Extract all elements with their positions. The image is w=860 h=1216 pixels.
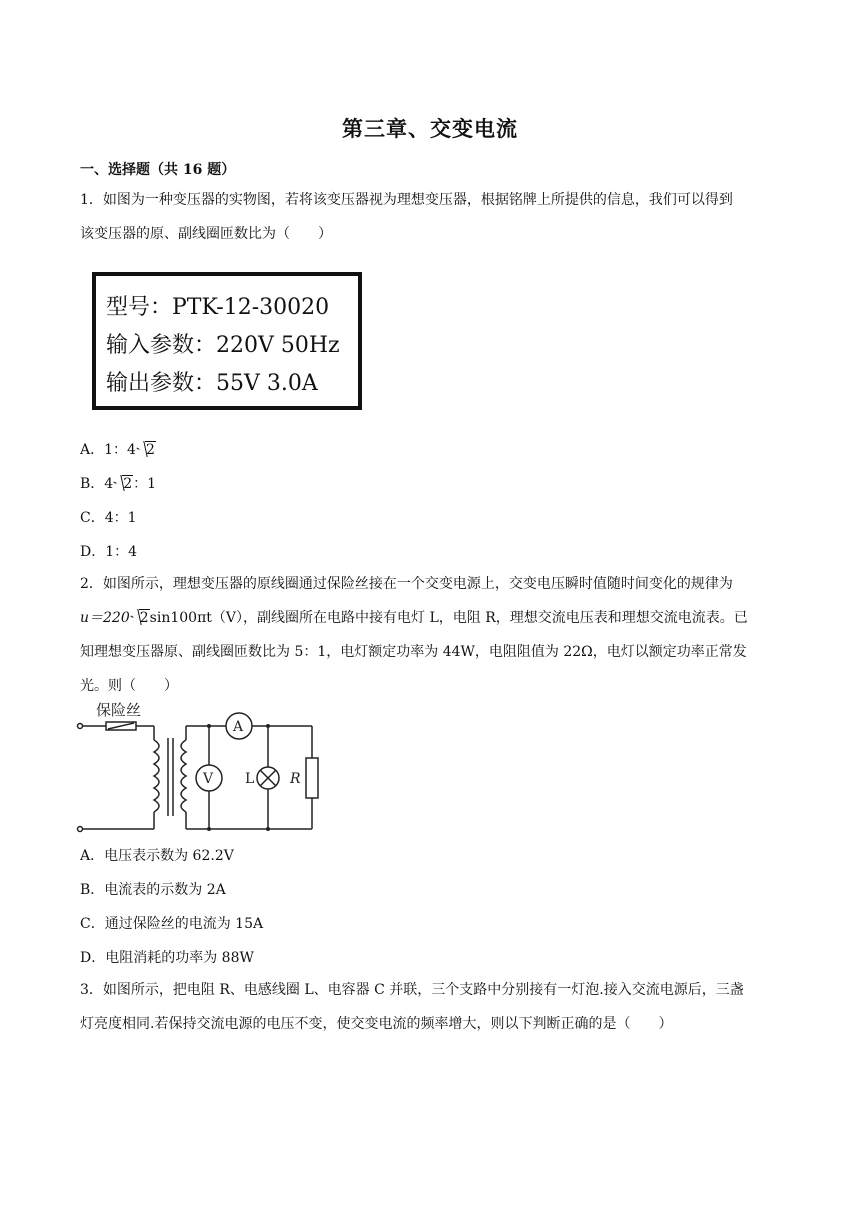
q1-stem-line-1: 1．如图为一种变压器的实物图，若将该变压器视为理想变压器，根据铭牌上所提供的信息，我们可以得到 [80,192,733,208]
section-heading: 一、选择题（共 16 题） [80,162,236,178]
q2-stem-line-4: 光。则（ ） [80,678,178,694]
radicand: 2 [139,610,149,626]
q1-option-c: C．4：1 [80,510,137,526]
radicand: 2 [123,476,133,492]
q3-stem-line-1: 3．如图所示，把电阻 R、电感线圈 L、电容器 C 并联，三个支路中分别接有一灯泡.接入交流电源后，三盏 [80,982,744,998]
q1-option-a [80,440,156,460]
q1-option-d: D．1：4 [80,544,138,560]
lamp-label: L [245,771,255,787]
sqrt-symbol [113,474,133,494]
fuse-label: 保险丝 [96,701,142,719]
circuit-diagram [74,698,334,838]
q2-stem-line-1: 2．如图所示，理想变压器的原线圈通过保险丝接在一个交变电源上，交变电压瞬时值随时间变化的规律为 [80,576,733,592]
q2-option-a: A．电压表示数为 62.2V [80,848,234,864]
page-title: 第三章、交变电流 [342,116,518,141]
q1-option-a-text: A．1：4 [80,442,136,458]
nameplate-model: 型号：PTK-12-30020 [106,295,330,320]
q2-option-b: B．电流表的示数为 2A [80,882,226,898]
resistor-label: R [290,771,301,787]
sqrt-symbol [136,440,156,460]
q2-option-d: D．电阻消耗的功率为 88W [80,950,254,966]
q2-stem-line-3: 知理想变压器原、副线圈匝数比为 5：1，电灯额定功率为 44W，电阻阻值为 22Ω，电灯以额定功率正常发 [80,644,747,660]
sqrt-symbol [130,608,150,628]
q2-formula-rest: sin100πt（V），副线圈所在电路中接有电灯 L，电阻 R，理想交流电压表和理想交流电流表。已 [149,610,748,626]
q1-option-b-tail: ：1 [133,476,157,492]
q2-option-c: C．通过保险丝的电流为 15A [80,916,264,932]
q2-formula-start: u＝220 [80,610,130,626]
nameplate-image [92,272,362,410]
nameplate-output: 输出参数：55V 3.0A [106,371,318,396]
q1-stem-line-2: 该变压器的原、副线圈匝数比为（ ） [80,226,332,242]
q3-stem-line-2: 灯亮度相同.若保持交流电源的电压不变，使交变电流的频率增大，则以下判断正确的是（ ） [80,1016,673,1032]
radicand: 2 [145,442,155,458]
q1-option-b [80,474,156,494]
nameplate-input: 输入参数：220V 50Hz [106,333,340,358]
ammeter-label: A [233,719,244,735]
q1-option-b-text: B．4 [80,476,114,492]
q2-stem-line-2 [80,608,748,628]
voltmeter-label: V [203,771,214,787]
